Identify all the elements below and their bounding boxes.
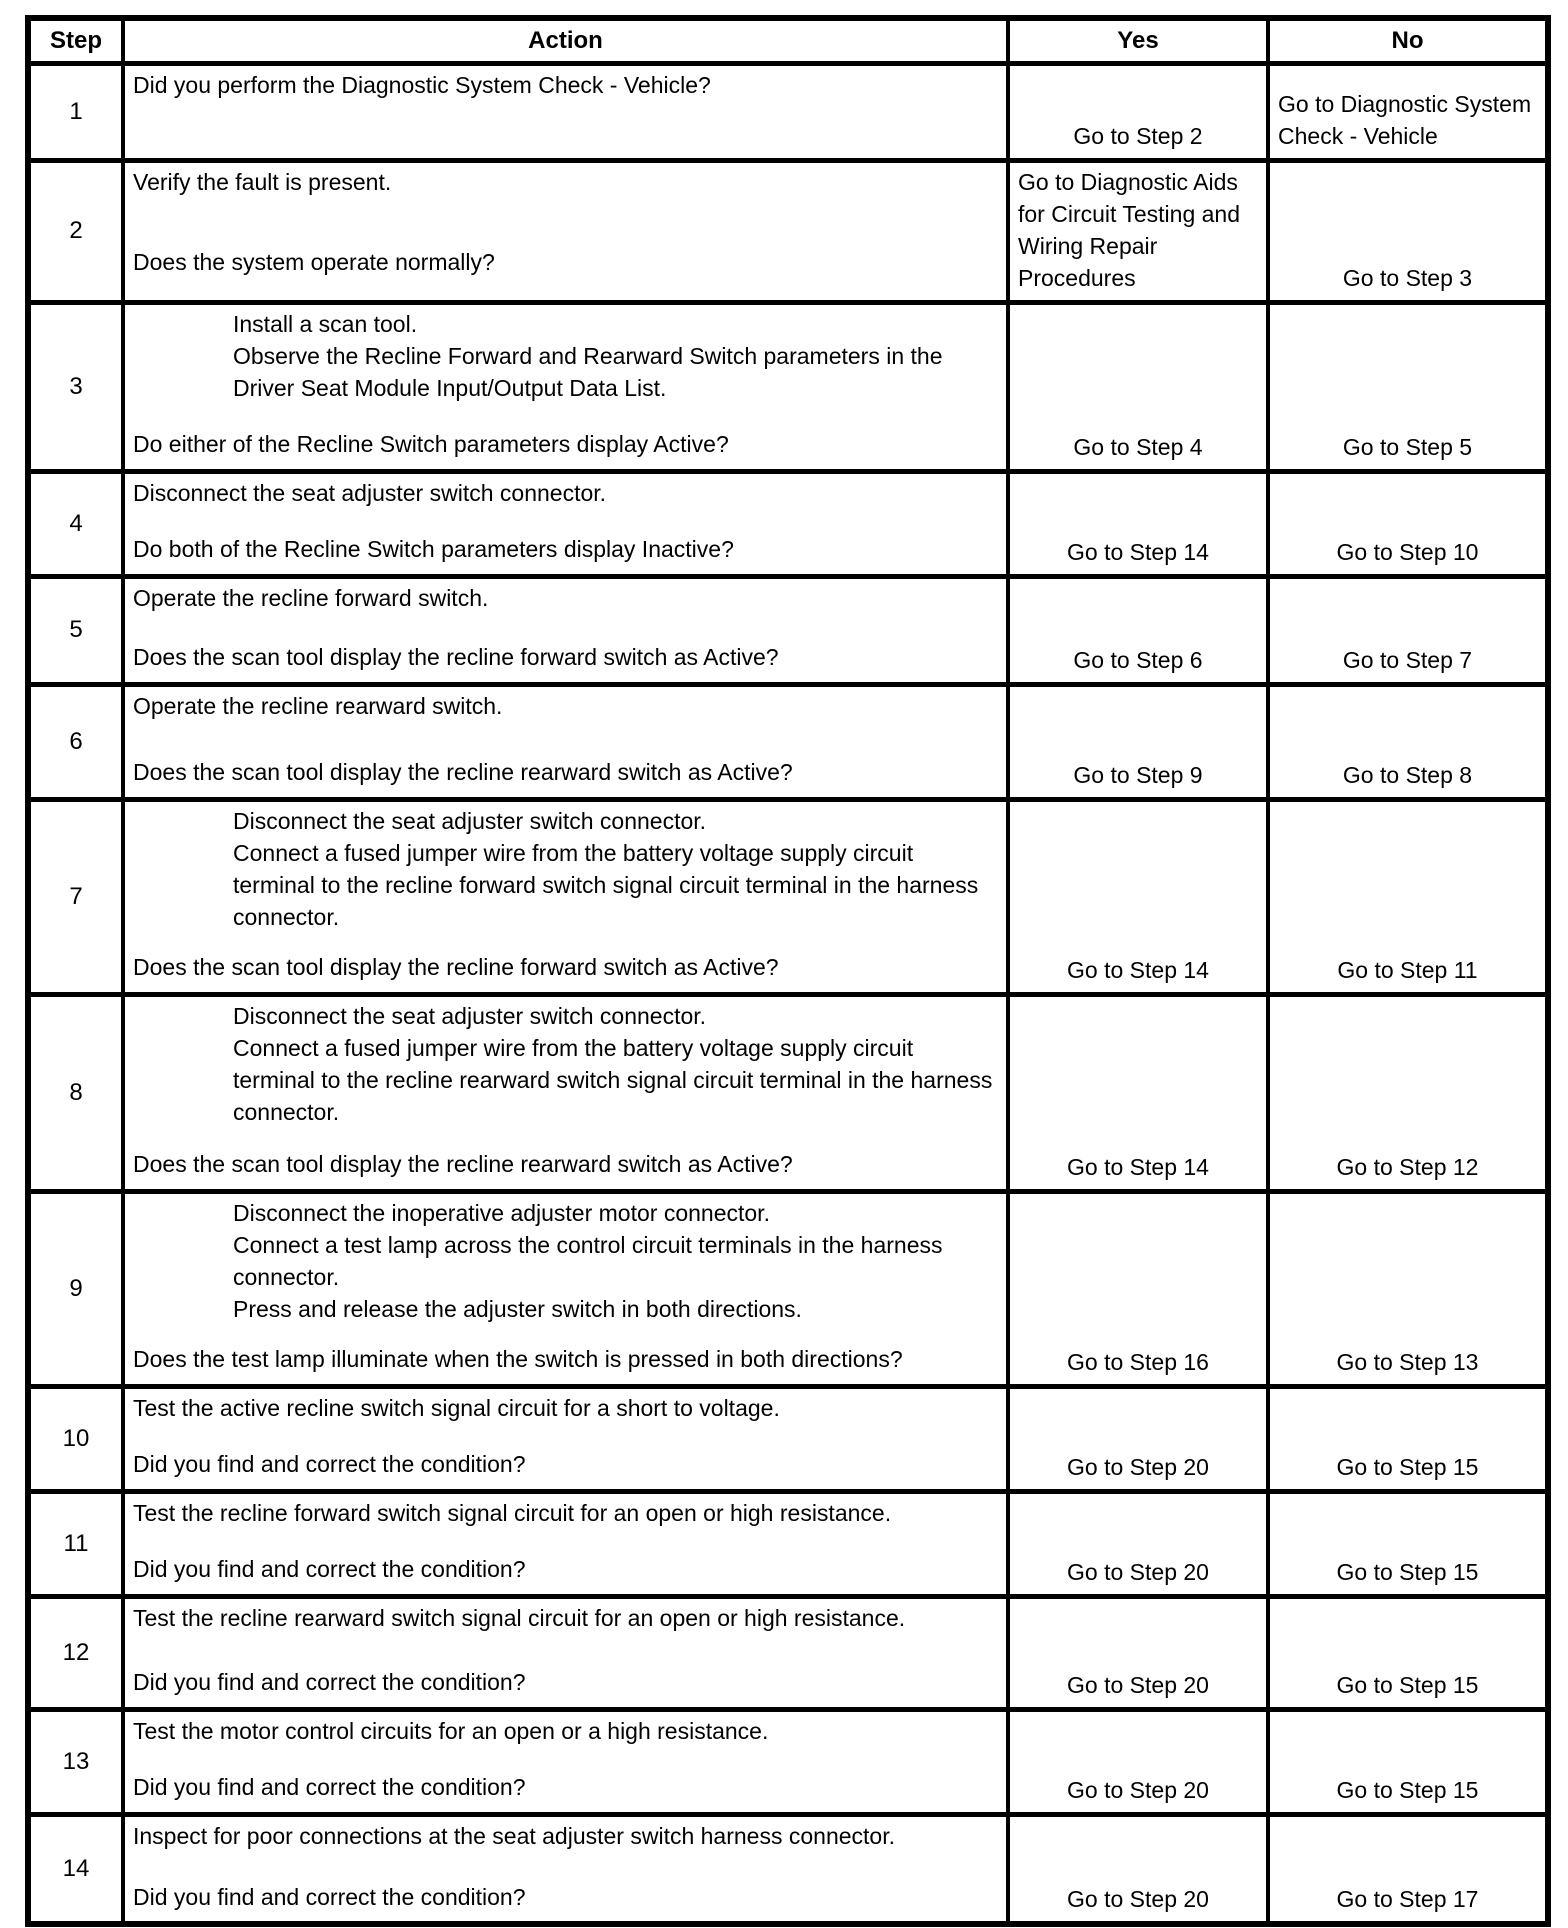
action-question: Do both of the Recline Switch parameters display Inactive? [133,535,734,562]
action-question: Does the test lamp illuminate when the switch is pressed in both directions? [133,1345,903,1372]
table-row [28,1386,1548,1491]
yes-cell [1008,1596,1268,1709]
action-instructions [133,1197,998,1325]
table-row [28,1596,1548,1709]
instruction-line: Test the active recline switch signal circuit for a short to voltage. [133,1394,780,1421]
instruction-line: Connect a test lamp across the control circuit terminals in the harness connector. [233,1231,943,1290]
column-header-no: No [1268,18,1548,63]
table-row [28,1191,1548,1386]
yes-cell [1008,1386,1268,1491]
go-to-reference: Go to Step 14 [1067,1153,1209,1180]
action-cell [123,1386,1008,1491]
action-cell [123,1596,1008,1709]
go-to-reference: Go to Step 11 [1337,956,1478,983]
action-instructions [133,1602,998,1634]
table-row [28,63,1548,160]
instruction-line: Inspect for poor connections at the seat adjuster switch harness connector. [133,1822,895,1849]
instruction-line: Disconnect the seat adjuster switch connector. [133,479,607,506]
yes-cell [1008,994,1268,1191]
no-cell [1268,684,1548,799]
go-to-reference: Go to Step 20 [1067,1558,1209,1585]
no-cell [1268,471,1548,576]
no-cell [1268,1814,1548,1924]
go-to-reference: Go to Step 20 [1067,1453,1209,1480]
action-cell [123,1491,1008,1596]
instruction-line: Verify the fault is present. [133,168,392,195]
action-cell [123,160,1008,302]
table-row [28,1709,1548,1814]
go-to-reference: Go to Step 15 [1336,1453,1479,1480]
yes-cell [1008,63,1268,160]
no-cell [1268,1491,1548,1596]
instruction-line: Install a scan tool. [233,310,418,337]
step-number: 3 [28,302,123,471]
go-to-reference: Go to Step 14 [1067,538,1209,565]
instruction-line: Connect a fused jumper wire from the battery voltage supply circuit terminal to the recline forward switch signal circuit terminal in the harness connector. [233,839,979,930]
no-cell [1268,799,1548,994]
action-question: Did you find and correct the condition? [133,1883,526,1910]
action-question: Did you find and correct the condition? [133,1773,526,1800]
action-cell [123,684,1008,799]
table-row [28,471,1548,576]
table-row [28,302,1548,471]
instruction-line: Disconnect the seat adjuster switch connector. [233,1002,707,1029]
yes-cell [1008,1491,1268,1596]
action-cell [123,576,1008,684]
no-cell [1268,302,1548,471]
no-cell [1268,1191,1548,1386]
go-to-reference: Go to Step 20 [1067,1776,1209,1803]
table-row [28,576,1548,684]
step-number: 8 [28,994,123,1191]
go-to-reference: Go to Step 15 [1336,1776,1479,1803]
go-to-reference: Go to Step 2 [1073,122,1203,149]
action-cell [123,1709,1008,1814]
instruction-line: Test the motor control circuits for an open or a high resistance. [133,1717,769,1744]
yes-cell [1008,799,1268,994]
go-to-reference: Go to Step 9 [1073,761,1203,788]
action-instructions [133,69,998,101]
action-question: Does the system operate normally? [133,248,495,275]
instruction-line: Press and release the adjuster switch in both directions. [233,1295,802,1322]
action-instructions [133,1715,998,1747]
go-to-reference: Go to Step 15 [1336,1671,1479,1698]
go-to-reference: Go to Step 7 [1342,646,1473,673]
action-question: Did you find and correct the condition? [133,1450,526,1477]
instruction-line: Disconnect the seat adjuster switch connector. [233,807,707,834]
go-to-reference: Go to Step 20 [1067,1671,1209,1698]
column-header-step: Step [28,18,123,63]
step-number: 14 [28,1814,123,1924]
go-to-reference: Go to Step 12 [1336,1153,1479,1180]
no-cell [1268,1709,1548,1814]
table-row [28,994,1548,1191]
go-to-reference: Go to Step 3 [1342,264,1473,291]
step-number: 11 [28,1491,123,1596]
instruction-line: Connect a fused jumper wire from the battery voltage supply circuit terminal to the recline rearward switch signal circuit terminal in the harness connector. [233,1034,993,1125]
diagnostic-step-table [25,15,1551,1927]
action-cell [123,63,1008,160]
step-number: 4 [28,471,123,576]
action-question: Does the scan tool display the recline forward switch as Active? [133,953,779,980]
action-instructions [133,805,998,933]
action-instructions [133,1820,998,1852]
instruction-line: Operate the recline rearward switch. [133,692,503,719]
go-to-reference: Go to Step 17 [1336,1886,1479,1912]
table-row [28,684,1548,799]
action-question: Do either of the Recline Switch parameters display Active? [133,430,729,457]
action-question: Did you find and correct the condition? [133,1555,526,1582]
step-number: 12 [28,1596,123,1709]
instruction-line: Test the recline rearward switch signal circuit for an open or high resistance. [133,1604,906,1631]
action-cell [123,1814,1008,1924]
go-to-reference: Go to Diagnostic System Check - Vehicle [1278,90,1532,149]
action-cell [123,994,1008,1191]
go-to-reference: Go to Step 16 [1067,1348,1209,1375]
go-to-reference: Go to Step 5 [1342,433,1473,460]
go-to-reference: Go to Step 15 [1336,1558,1479,1585]
go-to-reference: Go to Step 8 [1342,761,1473,788]
go-to-reference: Go to Step 14 [1067,956,1209,983]
step-number: 2 [28,160,123,302]
action-cell [123,302,1008,471]
yes-cell [1008,302,1268,471]
step-number: 9 [28,1191,123,1386]
action-cell [123,799,1008,994]
header-row [28,18,1548,63]
yes-cell [1008,471,1268,576]
action-question: Does the scan tool display the recline rearward switch as Active? [133,758,793,785]
no-cell [1268,1386,1548,1491]
action-instructions [133,166,998,198]
action-instructions [133,1497,998,1529]
step-number: 5 [28,576,123,684]
go-to-reference: Go to Diagnostic Aids for Circuit Testing and Wiring Repair Procedures [1018,168,1241,291]
action-instructions [133,1392,998,1424]
no-cell [1268,1596,1548,1709]
table-row [28,1814,1548,1924]
instruction-line: Disconnect the inoperative adjuster motor connector. [233,1199,770,1226]
yes-cell [1008,1191,1268,1386]
instruction-line: Did you perform the Diagnostic System Check - Vehicle? [133,71,711,98]
yes-cell [1008,160,1268,302]
yes-cell [1008,1709,1268,1814]
step-number: 7 [28,799,123,994]
action-instructions [133,690,998,722]
instruction-line: Observe the Recline Forward and Rearward Switch parameters in the Driver Seat Module Input/Output Data List. [233,342,943,401]
no-cell [1268,63,1548,160]
instruction-line: Operate the recline forward switch. [133,584,489,611]
yes-cell [1008,684,1268,799]
yes-cell [1008,576,1268,684]
table-row [28,1491,1548,1596]
document-page [25,15,1551,1927]
go-to-reference: Go to Step 13 [1336,1348,1479,1375]
action-instructions [133,1000,998,1128]
action-instructions [133,582,998,614]
action-question: Does the scan tool display the recline rearward switch as Active? [133,1150,793,1177]
step-number: 10 [28,1386,123,1491]
no-cell [1268,994,1548,1191]
action-instructions [133,477,998,509]
action-cell [123,1191,1008,1386]
action-instructions [133,308,998,404]
go-to-reference: Go to Step 6 [1073,646,1203,673]
action-cell [123,471,1008,576]
no-cell [1268,576,1548,684]
no-cell [1268,160,1548,302]
column-header-yes: Yes [1008,18,1268,63]
table-row [28,799,1548,994]
step-number: 6 [28,684,123,799]
yes-cell [1008,1814,1268,1924]
instruction-line: Test the recline forward switch signal circuit for an open or high resistance. [133,1499,892,1526]
go-to-reference: Go to Step 4 [1073,433,1203,460]
action-question: Did you find and correct the condition? [133,1668,526,1695]
column-header-action: Action [123,18,1008,63]
go-to-reference: Go to Step 20 [1067,1886,1209,1912]
step-number: 1 [28,63,123,160]
go-to-reference: Go to Step 10 [1336,538,1479,565]
step-number: 13 [28,1709,123,1814]
action-question: Does the scan tool display the recline forward switch as Active? [133,643,779,670]
table-row [28,160,1548,302]
